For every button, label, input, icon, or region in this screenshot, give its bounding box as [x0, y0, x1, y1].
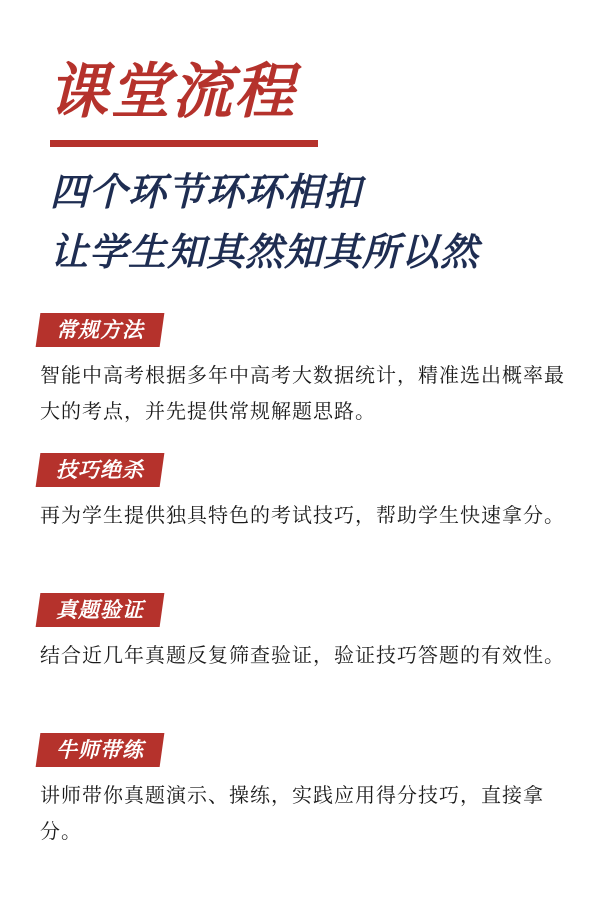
- section-badge: [36, 733, 165, 767]
- title-underline: [50, 140, 318, 147]
- section-badge-label: 技巧绝杀: [56, 458, 144, 482]
- section-badge: [36, 313, 165, 347]
- section-badge: [36, 453, 165, 487]
- section-badge-label: 牛师带练: [56, 738, 144, 762]
- section-description: 再为学生提供独具特色的考试技巧，帮助学生快速拿分。: [40, 503, 565, 527]
- section-badge: [36, 593, 165, 627]
- section-badge-label: 真题验证: [56, 598, 144, 622]
- subtitle-line-2: 让学生知其然知其所以然: [50, 230, 480, 274]
- section-description: 结合近几年真题反复筛查验证，验证技巧答题的有效性。: [40, 643, 565, 667]
- page-title: 课堂流程: [48, 57, 296, 127]
- section-description: 讲师带你真题演示、操练，实践应用得分技巧，直接拿分。: [40, 783, 544, 843]
- subtitle-line-1: 四个环节环环相扣: [50, 170, 363, 214]
- section-description: 智能中高考根据多年中高考大数据统计，精准选出概率最大的考点，并先提供常规解题思路。: [40, 363, 565, 423]
- section-badge-label: 常规方法: [56, 318, 144, 342]
